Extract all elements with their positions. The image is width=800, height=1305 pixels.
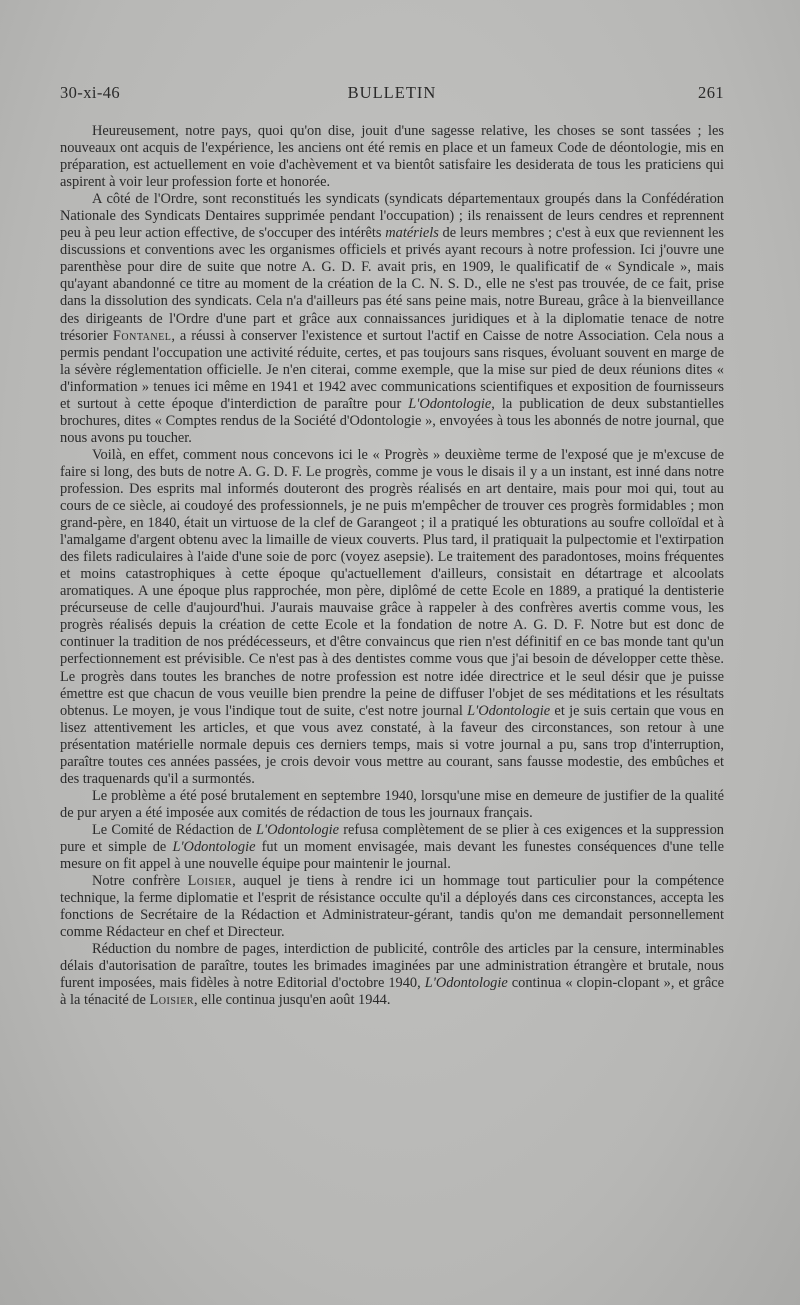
- text-run: Notre confrère: [92, 873, 188, 890]
- paragraph: [60, 788, 724, 822]
- journal-title: L'Odontologie: [467, 702, 551, 719]
- paragraph: [60, 873, 724, 941]
- text-run: fut un moment envisagée, mais devant les funestes conséquences d'une telle mesure on fit appel à une nouvelle équipe pour maintenir le journal.: [60, 838, 724, 873]
- journal-title: L'Odontologie: [408, 395, 492, 412]
- text-run: de leurs membres ; c'est à eux que reviennent les discussions et conventions avec les organismes officiels et privés ayant recours à notre profession. Ici j'ouvre une parenthèse pour dire de suite que notre A. G. D. F. avait pris, en 1909, le qualificatif de « Syndicale », mais qu'ayant abandonné ce titre au moment de la création de la C. N. S. D., elle ne s'est pas trouvée, de ce fait, prise dans la dissolution des syndicats. Cela n'a d'ailleurs pas été sans peine mais, notre Bureau, grâce à la bienveillance des dirigeants de l'Ordre d'une part et grâce aux connaissances juridiques et à la diplomatie tenace de notre trésorier: [60, 225, 724, 344]
- text-run: Le Comité de Rédaction de: [92, 821, 257, 838]
- text-run: Le problème a été posé brutalement en septembre 1940, lorsqu'une mise en demeure de justifier de la qualité de pur aryen a été imposée aux comités de rédaction de tous les journaux français.: [60, 787, 724, 821]
- text-run: , la publication de deux substantielles brochures, dites « Comptes rendus de la Société d'Odontologie », envoyées à tous les abonnés de notre journal, que nous avons pu toucher.: [60, 395, 724, 446]
- person-name: Loisier: [149, 992, 195, 1009]
- header-title: BULLETIN: [347, 83, 437, 102]
- text-run: Voilà, en effet, comment nous concevons ici le « Progrès » deuxième terme de l'exposé que je m'excuse de faire si long, des buts de notre A. G. D. F. Le progrès, comme je vous le disais il y a un instant, est inné dans notre profession. Des esprits mal informés douteront des progrès réalisés en art dentaire, mais pour moi qui, tout au cours de ce siècle, ai coudoyé des professionnels, je ne puis m'empêcher de trouver ces progrès formidables ; mon grand-père, en 1840, était un virtuose de la clef de Garangeot ; il a pratiqué les obturations au soufre colloïdal et à l'amalgame d'argent obtenu avec la limaille de vieux couverts. Plus tard, il pratiquait la pulpectomie et l'extirpation des filets radiculaires à l'aide d'une soie de porc (voyez asepsie). Le traitement des paradontoses, moins fréquentes et moins catastrophiques à cette époque qu'actuellement d'ailleurs, consistait en détartrage et alcoolats aromatiques. A une époque plus rapprochée, mon père, diplômé de cette Ecole en 1889, a pratiqué la dentisterie précurseuse de celle d'aujourd'hui. J'aurais mauvaise grâce à rappeler à des confrères avertis comme vous, les progrès réalisés depuis la création de cette Ecole et la fondation de notre A. G. D. F. Notre but est donc de continuer la tradition de nos prédécesseurs, et d'être convaincus que rien n'est définitif en ce bas monde tant qu'un perfectionnement est prévisible. Ce n'est pas à des dentistes comme vous que j'ai besoin de développer cette thèse. Le progrès dans toutes les branches de notre profession est notre idée directrice et le seul désir que je puisse émettre est que chacun de vous veuille bien prendre la peine de diffuser l'objet de ses méditations et les résultats obtenus. Le moyen, je vous l'indique tout de suite, c'est notre journal: [60, 446, 724, 719]
- journal-title: L'Odontologie: [424, 975, 508, 992]
- text-run: Réduction du nombre de pages, interdiction de publicité, contrôle des articles par la censure, interminables délais d'autorisation de paraître, toutes les brimades imaginées par une administration étrangère et brutale, nous furent imposées, mais fidèles à notre Editorial d'octobre 1940,: [60, 941, 724, 992]
- header-date: 30-xi-46: [60, 83, 121, 102]
- text-run: Heureusement, notre pays, quoi qu'on dise, jouit d'une sagesse relative, les choses se sont tassées ; les nouveaux ont acquis de l'expérience, les anciens ont été remis en place et un fameux Code de déontologie, mis en préparation, est actuellement en voie d'achèvement et va bientôt satisfaire les desiderata de tous les praticiens qui aspirent à voir leur profession forte et honorée.: [60, 123, 724, 191]
- person-name: Loisier: [187, 873, 233, 890]
- text-run: refusa complètement de se plier à ces exigences et la suppression pure et simple de: [60, 821, 724, 855]
- text-run: continua « clopin-clopant », et grâce à la ténacité de: [60, 975, 724, 1009]
- journal-title: L'Odontologie: [256, 821, 340, 838]
- text-run: , a réussi à conserver l'existence et surtout l'actif en Caisse de notre Association. Cela nous a permis pendant l'occupation une activité réduite, certes, et pas toujours sans risques, évoluant souvent en marge de la sévère réglementation officielle. Je n'en citerai, comme exemple, que la mise sur pied de deux réunions dites « d'information » tenues ici même en 1941 et 1942 avec communications scientifiques et exposition de fournisseurs et surtout à cette époque d'interdiction de paraître pour: [60, 327, 724, 412]
- paragraph: [60, 191, 724, 447]
- text-run: A côté de l'Ordre, sont reconstitués les syndicats (syndicats départementaux groupés dans la Confédération Nationale des Syndicats Dentaires supprimée pendant l'occupation) ; ils renaissent de leurs cendres et reprennent peu à peu leur action effective, de s'occuper des intérêts: [60, 191, 724, 242]
- paragraph: [60, 123, 724, 191]
- text-run: , elle continua jusqu'en août 1944.: [194, 992, 391, 1009]
- person-name: Fontanel: [112, 327, 172, 344]
- paragraph: [60, 822, 724, 873]
- paragraph: [60, 447, 724, 788]
- paragraph: [60, 941, 724, 1009]
- journal-title: L'Odontologie: [172, 838, 256, 855]
- text-run: et je suis certain que vous en lisez attentivement les articles, et que vous avez constaté, à la faveur des circonstances, son retour à une présentation matérielle normale depuis ces derniers temps, mais si votre journal a pu, sans trop d'interruption, paraître toutes ces années passées, je crois devoir vous mettre au courant, sans fausse modestie, des embûches et des traquenards qu'il a surmontés.: [60, 702, 724, 787]
- text-run: , auquel je tiens à rendre ici un hommage tout particulier pour la compétence technique, la ferme diplomatie et l'esprit de résistance occulte qu'il a déployés dans ces circonstances, accepta les fonctions de Secrétaire de la Rédaction et Administrateur-gérant, tandis qu'on me demandait personnellement comme Rédacteur en chef et Directeur.: [60, 873, 724, 941]
- journal-title: matériels: [385, 225, 439, 242]
- article-body: [60, 123, 724, 1009]
- page-number: 261: [698, 83, 724, 102]
